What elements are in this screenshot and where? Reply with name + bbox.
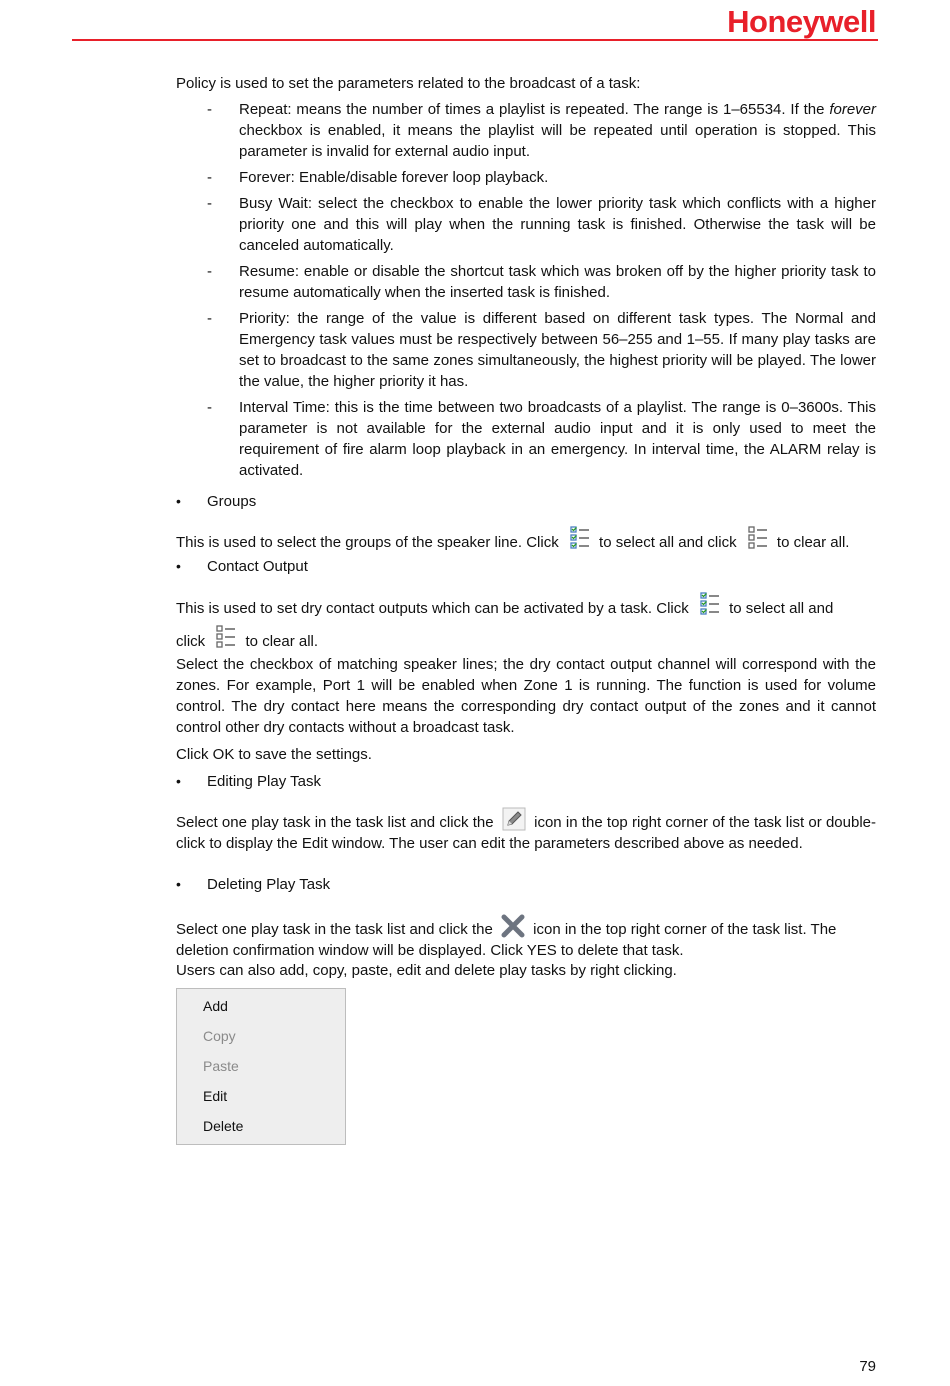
groups-heading: • Groups (176, 493, 257, 510)
select-all-icon[interactable] (695, 591, 723, 619)
contact-output-description-cont: click to clear all. (176, 624, 876, 652)
contact-output-detail: Select the checkbox of matching speaker lines; the dry contact output channel will correspond with the zones. For example, Port 1 will be enabled when Zone 1 is running. The function is used for volume control. The dry contact here means the corresponding dry contact output of the zones and it cannot control other dry contacts without a broadcast task. (176, 656, 876, 736)
menu-item-edit[interactable]: Edit (203, 1088, 228, 1104)
policy-item-repeat: - Repeat: means the number of times a playlist is repeated. The range is 1–65534. If the forever checkbox is enabled, it means the playlist will be repeated until operation is stopped. This parameter is invalid for external audio input. (207, 101, 876, 160)
page-number: 79 (859, 1358, 876, 1375)
policy-item-interval-time: - Interval Time: this is the time between two broadcasts of a playlist. The range is 0–3600s. This parameter is not available for the external audio input and it is only used to meet the requirement of fire alarm loop playback in an emergency. In interval time, the ALARM relay is activated. (207, 399, 876, 479)
honeywell-logo: Honeywell (727, 4, 876, 39)
clear-all-icon[interactable] (743, 525, 771, 553)
ok-instruction: Click OK to save the settings. (176, 746, 372, 763)
context-menu (176, 988, 346, 1145)
policy-item-resume: - Resume: enable or disable the shortcut task which was broken off by the higher priority task to resume automatically when the inserted task is finished. (207, 263, 876, 301)
clear-all-icon[interactable] (211, 624, 239, 652)
editing-heading: • Editing Play Task (176, 773, 321, 790)
editing-description: Select one play task in the task list and click the icon in the top right corner of the task list or double-click to display the Edit window. The user can edit the parameters described above as needed. (176, 805, 876, 854)
menu-item-add[interactable]: Add (203, 998, 228, 1014)
close-icon[interactable] (499, 912, 527, 940)
select-all-icon[interactable] (565, 525, 593, 553)
policy-item-priority: - Priority: the range of the value is different based on different task types. The Normal and Emergency task values must be respectively between 56–255 and 1–55. If many play tasks are set to broadcast to the same zones simultaneously, the highest priority will be played. The lower the value, the higher priority it has. (207, 310, 876, 390)
policy-item-busy-wait: - Busy Wait: select the checkbox to enable the lower priority task which conflicts with a higher priority one and this will play when the running task is finished. Otherwise the task will be canceled automatically. (207, 195, 876, 254)
policy-item-forever: - Forever: Enable/disable forever loop playback. (207, 169, 549, 186)
deleting-heading: • Deleting Play Task (176, 876, 331, 893)
menu-item-copy[interactable]: Copy (203, 1028, 236, 1044)
deleting-description: Select one play task in the task list and click the icon in the top right corner of the task list. The deletion confirmation window will be displayed. Click YES to delete that task. (176, 912, 876, 961)
contact-output-heading: • Contact Output (176, 558, 308, 575)
right-click-note: Users can also add, copy, paste, edit and delete play tasks by right clicking. (176, 962, 677, 979)
groups-description: This is used to select the groups of the speaker line. Click to select all and click to clear all. (176, 525, 876, 553)
header-rule (72, 39, 878, 41)
policy-intro: Policy is used to set the parameters related to the broadcast of a task: (176, 75, 641, 92)
policy-list (176, 99, 876, 486)
pencil-icon[interactable] (500, 805, 528, 833)
menu-item-paste[interactable]: Paste (203, 1058, 239, 1074)
contact-output-description: This is used to set dry contact outputs which can be activated by a task. Click to select all and (176, 591, 876, 619)
menu-item-delete[interactable]: Delete (203, 1118, 244, 1134)
